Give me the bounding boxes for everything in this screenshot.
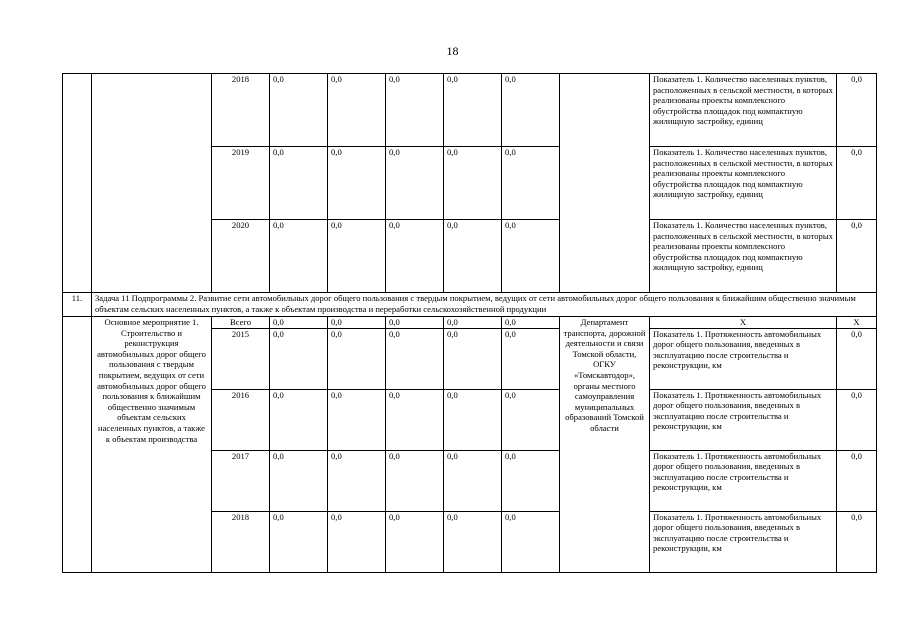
blank-index-cell <box>63 317 92 573</box>
task-row <box>63 293 877 317</box>
value-cell: 0,0 <box>444 317 502 329</box>
value-cell: 0,0 <box>502 389 560 450</box>
value-cell: 0,0 <box>270 147 328 220</box>
value-cell: 0,0 <box>502 147 560 220</box>
table-row <box>63 74 877 147</box>
value-cell: 0,0 <box>270 74 328 147</box>
year-cell: 2018 <box>212 511 270 572</box>
task-title: Задача 11 Подпрограммы 2. Развитие сети автомобильных дорог общего пользования с твердым покрытием, ведущих от сети автомобильных дорог общего пользования к ближайшим общественно значимым объектам сельских населенных пунктов, а также к объектам производства и переработки сельскохозяйственной продукции <box>92 293 877 317</box>
value-cell: 0,0 <box>270 220 328 293</box>
result-cell: X <box>837 317 877 329</box>
value-cell: 0,0 <box>386 74 444 147</box>
department-cell: Департамент транспорта, дорожной деятельности и связи Томской области, ОГКУ «Томскавтодор», органы местного самоуправления муниципальных образований Томской области <box>560 317 650 573</box>
value-cell: 0,0 <box>502 511 560 572</box>
value-cell: 0,0 <box>328 328 386 389</box>
value-cell: 0,0 <box>502 450 560 511</box>
value-cell: 0,0 <box>328 147 386 220</box>
value-cell: 0,0 <box>328 220 386 293</box>
value-cell: 0,0 <box>328 389 386 450</box>
value-cell: 0,0 <box>270 389 328 450</box>
year-cell: 2018 <box>212 74 270 147</box>
value-cell: 0,0 <box>270 317 328 329</box>
result-cell: 0,0 <box>837 450 877 511</box>
value-cell: 0,0 <box>270 328 328 389</box>
value-cell: 0,0 <box>328 450 386 511</box>
value-cell: 0,0 <box>328 317 386 329</box>
value-cell: 0,0 <box>502 317 560 329</box>
indicator-cell: Показатель 1. Протяженность автомобильных дорог общего пользования, введенных в эксплуатацию после строительства и реконструкции, км <box>650 389 837 450</box>
indicator-cell: X <box>650 317 837 329</box>
indicator-cell: Показатель 1. Протяженность автомобильных дорог общего пользования, введенных в эксплуатацию после строительства и реконструкции, км <box>650 328 837 389</box>
value-cell: 0,0 <box>444 450 502 511</box>
value-cell: 0,0 <box>502 328 560 389</box>
indicator-cell: Показатель 1. Количество населенных пунктов, расположенных в сельской местности, в которых реализованы проекты комплексного обустройства площадок под компактную жилищную застройку, единиц <box>650 220 837 293</box>
year-cell: 2019 <box>212 147 270 220</box>
value-cell: 0,0 <box>270 511 328 572</box>
result-cell: 0,0 <box>837 511 877 572</box>
blank-event-cell <box>92 74 212 293</box>
result-cell: 0,0 <box>837 328 877 389</box>
value-cell: 0,0 <box>444 74 502 147</box>
value-cell: 0,0 <box>270 450 328 511</box>
year-cell: 2020 <box>212 220 270 293</box>
value-cell: 0,0 <box>444 220 502 293</box>
value-cell: 0,0 <box>386 328 444 389</box>
value-cell: 0,0 <box>444 147 502 220</box>
task-index: 11. <box>63 293 92 317</box>
program-table <box>62 73 877 573</box>
value-cell: 0,0 <box>386 147 444 220</box>
value-cell: 0,0 <box>328 511 386 572</box>
value-cell: 0,0 <box>386 220 444 293</box>
value-cell: 0,0 <box>444 328 502 389</box>
value-cell: 0,0 <box>502 74 560 147</box>
indicator-cell: Показатель 1. Протяженность автомобильных дорог общего пользования, введенных в эксплуатацию после строительства и реконструкции, км <box>650 511 837 572</box>
year-cell: 2016 <box>212 389 270 450</box>
value-cell: 0,0 <box>386 450 444 511</box>
value-cell: 0,0 <box>502 220 560 293</box>
value-cell: 0,0 <box>328 74 386 147</box>
page-number: 18 <box>446 44 459 58</box>
event-description: Основное мероприятие 1. Строительство и реконструкция автомобильных дорог общего пользования с твердым покрытием, ведущих от сети автомобильных дорог общего пользования к ближайшим общественно значимым объектам сельских населенных пунктов, а также к объектам производства <box>92 317 212 573</box>
value-cell: 0,0 <box>444 389 502 450</box>
indicator-cell: Показатель 1. Количество населенных пунктов, расположенных в сельской местности, в которых реализованы проекты комплексного обустройства площадок под компактную жилищную застройку, единиц <box>650 74 837 147</box>
blank-department-cell <box>560 74 650 293</box>
value-cell: 0,0 <box>386 511 444 572</box>
indicator-cell: Показатель 1. Количество населенных пунктов, расположенных в сельской местности, в которых реализованы проекты комплексного обустройства площадок под компактную жилищную застройку, единиц <box>650 147 837 220</box>
total-label: Всего <box>212 317 270 329</box>
value-cell: 0,0 <box>386 317 444 329</box>
result-cell: 0,0 <box>837 74 877 147</box>
result-cell: 0,0 <box>837 147 877 220</box>
indicator-cell: Показатель 1. Протяженность автомобильных дорог общего пользования, введенных в эксплуатацию после строительства и реконструкции, км <box>650 450 837 511</box>
result-cell: 0,0 <box>837 220 877 293</box>
value-cell: 0,0 <box>444 511 502 572</box>
year-cell: 2015 <box>212 328 270 389</box>
year-cell: 2017 <box>212 450 270 511</box>
result-cell: 0,0 <box>837 389 877 450</box>
total-row <box>63 317 877 329</box>
blank-index-cell <box>63 74 92 293</box>
value-cell: 0,0 <box>386 389 444 450</box>
